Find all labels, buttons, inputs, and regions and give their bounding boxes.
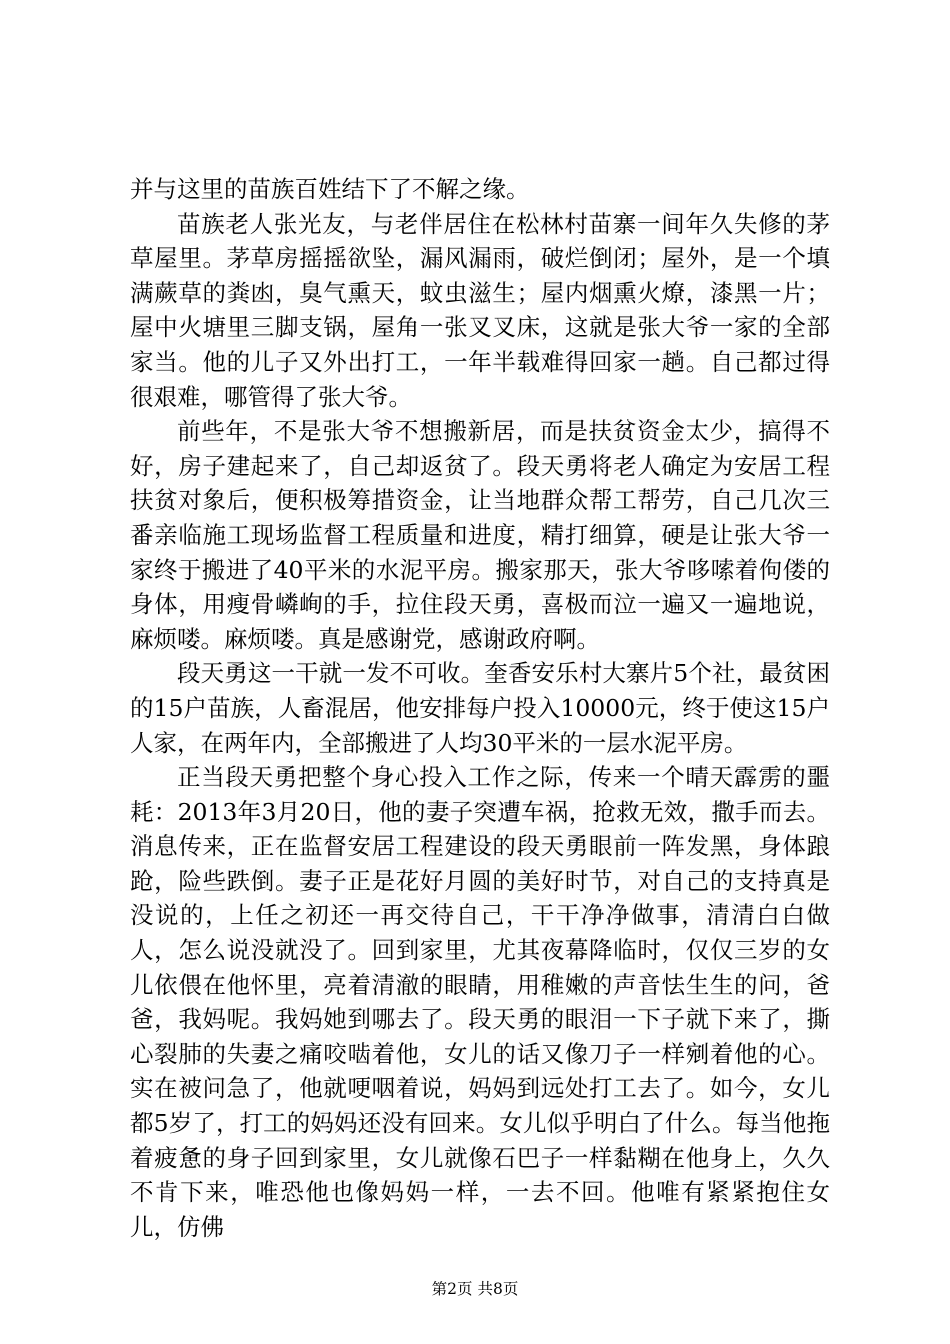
paragraph: 正当段天勇把整个身心投入工作之际，传来一个晴天霹雳的噩耗：2013年3月20日，他的妻子突遭车祸，抢救无效，撒手而去。消息传来，正在监督安居工程建设的段天勇眼前一阵发黑，身体踉跄，险些跌倒。妻子正是花好月圆的美好时节，对自己的支持真是没说的，上任之初还一再交待自己，干干净净做事，清清白白做人，怎么说没就没了。回到家里，尤其夜幕降临时，仅仅三岁的女儿依偎在他怀里，亮着清澈的眼睛，用稚嫩的声音怯生生的问，爸爸，我妈呢。我妈她到哪去了。段天勇的眼泪一下子就下来了，撕心裂肺的失妻之痛咬啮着他，女儿的话又像刀子一样剜着他的心。实在被问急了，他就哽咽着说，妈妈到远处打工去了。如今，女儿都5岁了，打工的妈妈还没有回来。女儿似乎明白了什么。每当他拖着疲惫的身子回到家里，女儿就像石巴子一样黏糊在他身上，久久不肯下来，唯恐他也像妈妈一样，一去不回。他唯有紧紧抱住女儿，仿佛 bbox=[130, 763, 830, 1241]
paragraph: 段天勇这一干就一发不可收。奎香安乐村大寨片5个社，最贫困的15户苗族，人畜混居，他安排每户投入10000元，终于使这15户人家，在两年内，全部搬进了人均30平米的一层水泥平房。 bbox=[130, 659, 830, 757]
paragraph-continuation: 并与这里的苗族百姓结下了不解之缘。 bbox=[130, 175, 530, 203]
document-body bbox=[130, 172, 830, 1244]
paragraph: 苗族老人张光友，与老伴居住在松林村苗寨一间年久失修的茅草屋里。茅草房摇摇欲坠，漏风漏雨，破烂倒闭；屋外，是一个填满蕨草的粪凼，臭气熏天，蚊虫滋生；屋内烟熏火燎，漆黑一片；屋中火塘里三脚支锅，屋角一张叉叉床，这就是张大爷一家的全部家当。他的儿子又外出打工，一年半载难得回家一趟。自己都过得很艰难，哪管得了张大爷。 bbox=[130, 209, 830, 411]
paragraph: 前些年，不是张大爷不想搬新居，而是扶贫资金太少，搞得不好，房子建起来了，自己却返贫了。段天勇将老人确定为安居工程扶贫对象后，便积极筹措资金，让当地群众帮工帮劳，自己几次三番亲临施工现场监督工程质量和进度，精打细算，硬是让张大爷一家终于搬进了40平米的水泥平房。搬家那天，张大爷哆嗦着佝偻的身体，用瘦骨嶙峋的手，拉住段天勇，喜极而泣一遍又一遍地说，麻烦喽。麻烦喽。真是感谢党，感谢政府啊。 bbox=[130, 417, 830, 653]
page-number-footer: 第2页 共8页 bbox=[431, 1280, 519, 1298]
